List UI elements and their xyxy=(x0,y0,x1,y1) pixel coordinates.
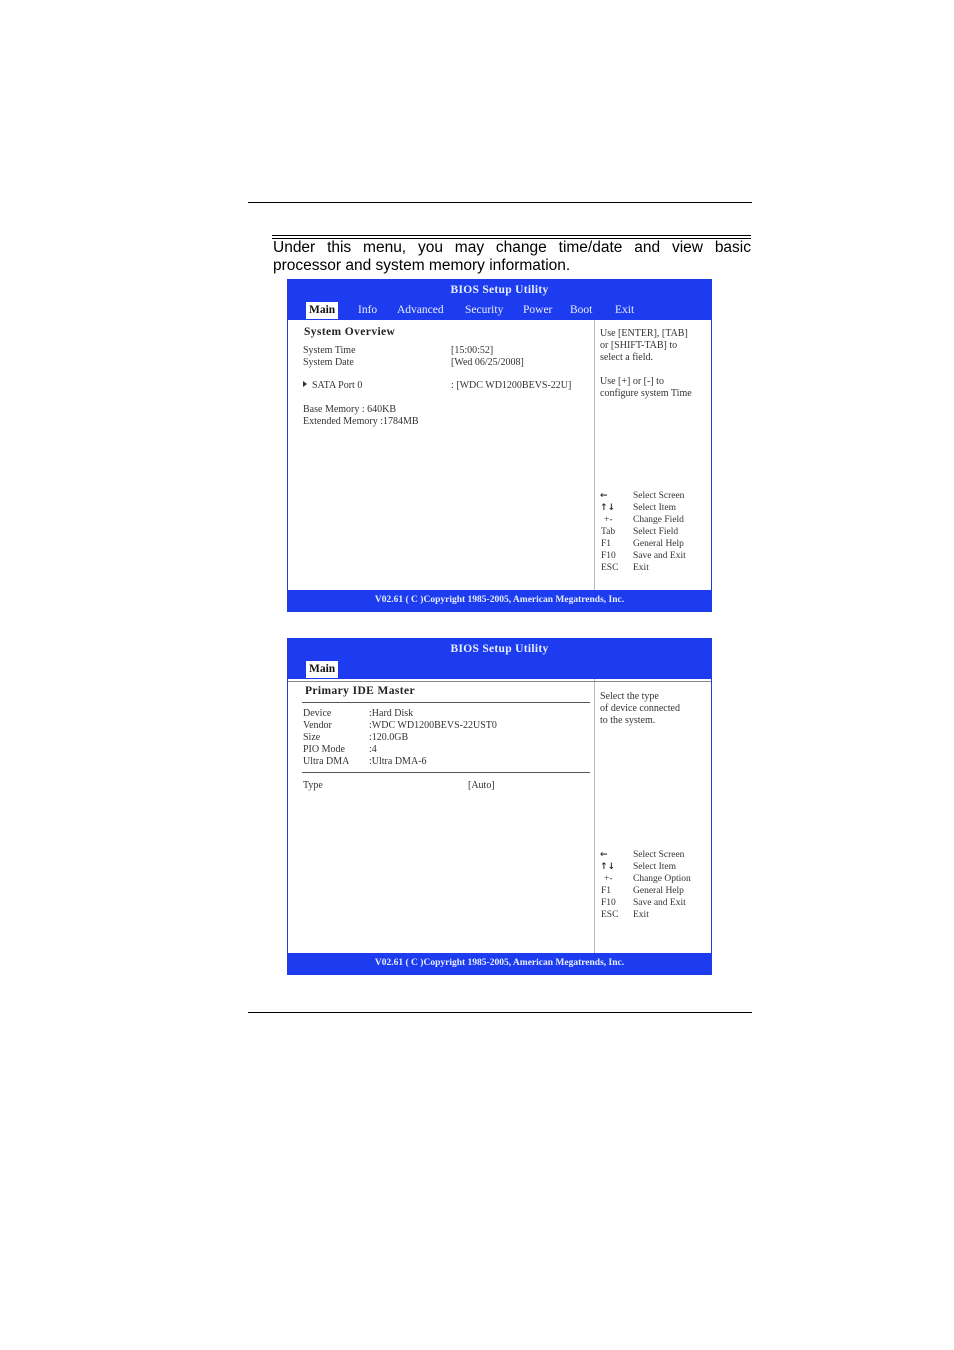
bios-footer: V02.61 ( C )Copyright 1985-2005, American Megatrends, Inc. xyxy=(288,953,711,974)
menu-security[interactable]: Security xyxy=(465,304,504,316)
arrow-up-down-icon: ↑↓ xyxy=(600,862,616,872)
key-desc-select-item: Select Item xyxy=(633,503,676,513)
intro-paragraph xyxy=(273,239,751,275)
key-f1: F1 xyxy=(601,886,612,896)
base-memory: Base Memory : 640KB xyxy=(303,404,397,415)
help-line-1: Select the type xyxy=(600,691,659,702)
type-value[interactable]: [Auto] xyxy=(468,780,495,791)
key-f10: F10 xyxy=(601,898,616,908)
device-value: :Hard Disk xyxy=(369,708,414,719)
menu-main[interactable]: Main xyxy=(306,302,338,319)
help-line-2: of device connected xyxy=(600,703,680,714)
section-title: Primary IDE Master xyxy=(305,685,416,697)
system-date-value[interactable]: [Wed 06/25/2008] xyxy=(451,357,524,368)
bios-footer: V02.61 ( C )Copyright 1985-2005, American Megatrends, Inc. xyxy=(288,590,711,611)
key-desc-general-help: General Help xyxy=(633,886,684,896)
key-desc-exit: Exit xyxy=(633,910,649,920)
key-desc-select-item: Select Item xyxy=(633,862,676,872)
size-label: Size xyxy=(303,732,321,743)
size-value: :120.0GB xyxy=(369,732,409,743)
key-plus-minus: +- xyxy=(604,874,613,884)
help-line-5: configure system Time xyxy=(600,388,692,399)
ultra-dma-label: Ultra DMA xyxy=(303,756,350,767)
menu-boot[interactable]: Boot xyxy=(570,304,593,316)
bios-menu-bar xyxy=(288,660,711,679)
menu-exit[interactable]: Exit xyxy=(615,304,635,316)
ultra-dma-value: :Ultra DMA-6 xyxy=(369,756,427,767)
key-desc-select-field: Select Field xyxy=(633,527,679,537)
bios-body xyxy=(288,320,711,590)
key-desc-select-screen: Select Screen xyxy=(633,850,685,860)
header-rule xyxy=(248,202,752,203)
sata-port-item[interactable] xyxy=(303,380,362,391)
bios-menu-bar xyxy=(288,301,711,320)
bios-screen-main xyxy=(287,279,712,612)
type-label: Type xyxy=(303,780,323,791)
help-line-2: or [SHIFT-TAB] to xyxy=(600,340,678,351)
section-rule xyxy=(302,702,590,703)
key-desc-change-option: Change Option xyxy=(633,874,691,884)
extended-memory: Extended Memory :1784MB xyxy=(303,416,419,427)
pio-mode-label: PIO Mode xyxy=(303,744,345,755)
panel-divider xyxy=(594,679,595,953)
key-desc-save-exit: Save and Exit xyxy=(633,551,686,561)
key-desc-change-field: Change Field xyxy=(633,515,684,525)
help-line-1: Use [ENTER], [TAB] xyxy=(600,328,688,339)
bios-screen-ide xyxy=(287,638,712,975)
help-line-4: Use [+] or [-] to xyxy=(600,376,664,387)
details-rule xyxy=(302,772,590,773)
key-desc-general-help: General Help xyxy=(633,539,684,549)
help-line-3: select a field. xyxy=(600,352,654,363)
key-desc-exit: Exit xyxy=(633,563,649,573)
key-esc: ESC xyxy=(601,910,619,920)
device-label: Device xyxy=(303,708,332,719)
system-time-label: System Time xyxy=(303,345,356,356)
arrow-up-down-icon: ↑↓ xyxy=(600,503,616,513)
key-f10: F10 xyxy=(601,551,616,561)
intro-rule-top xyxy=(272,235,751,236)
bios-title: BIOS Setup Utility xyxy=(288,639,711,661)
vendor-label: Vendor xyxy=(303,720,332,731)
section-title: System Overview xyxy=(304,326,396,338)
key-plus-minus: +- xyxy=(604,515,613,525)
arrow-left-icon: ← xyxy=(600,491,608,501)
system-time-value[interactable]: [15:00:52] xyxy=(451,345,494,356)
key-tab: Tab xyxy=(601,527,616,537)
pio-mode-value: :4 xyxy=(369,744,377,755)
intro-line-2: processor and system memory information. xyxy=(273,257,571,274)
body-top-rule xyxy=(288,681,711,682)
footer-rule xyxy=(248,1012,752,1013)
sata-port-value: : [WDC WD1200BEVS-22U] xyxy=(451,380,572,391)
key-desc-save-exit: Save and Exit xyxy=(633,898,686,908)
vendor-value: :WDC WD1200BEVS-22UST0 xyxy=(369,720,497,731)
key-desc-select-screen: Select Screen xyxy=(633,491,685,501)
bios-body xyxy=(288,679,711,953)
bios-title: BIOS Setup Utility xyxy=(288,280,711,301)
help-line-3: to the system. xyxy=(600,715,656,726)
menu-info[interactable]: Info xyxy=(358,304,378,316)
sata-port-label: SATA Port 0 xyxy=(312,380,363,391)
arrow-left-icon: ← xyxy=(600,850,608,860)
submenu-arrow-icon xyxy=(303,381,307,387)
key-esc: ESC xyxy=(601,563,619,573)
menu-main[interactable]: Main xyxy=(306,661,338,678)
menu-power[interactable]: Power xyxy=(523,304,553,316)
panel-divider xyxy=(594,320,595,590)
system-date-label: System Date xyxy=(303,357,354,368)
menu-advanced[interactable]: Advanced xyxy=(397,304,444,316)
intro-line-1: Under this menu, you may change time/date and view basic xyxy=(273,239,751,256)
key-f1: F1 xyxy=(601,539,612,549)
